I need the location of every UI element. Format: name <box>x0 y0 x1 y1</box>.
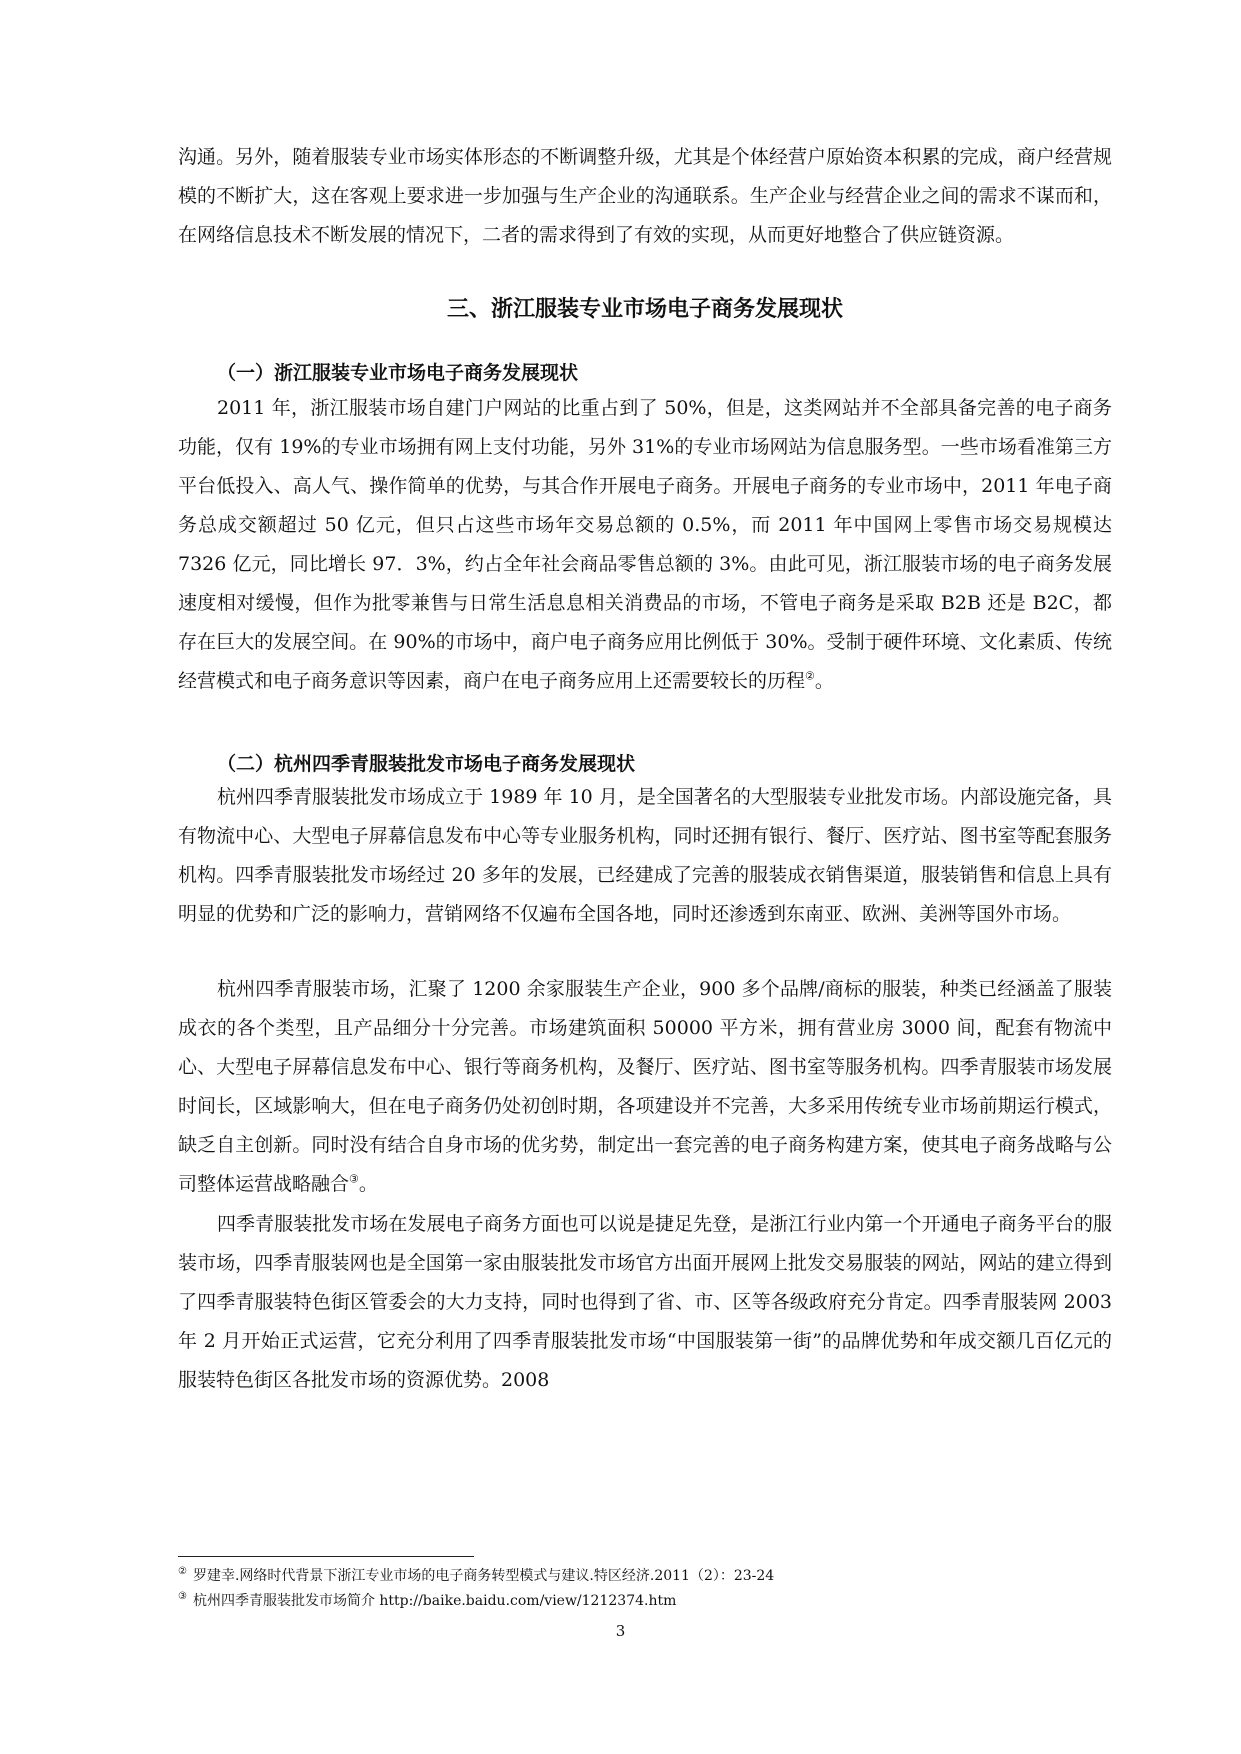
subsection-1-title: （一）浙江服装专业市场电子商务发展现状 <box>217 362 579 384</box>
subsection-2-paragraph-1: 杭州四季青服装批发市场成立于 1989 年 10 月，是全国著名的大型服装专业批发市场。内部设施完备，具有物流中心、大型电子屏幕信息发布中心等专业服务机构，同时还拥有银行、餐厅、医疗站、图书室等配套服务机构。四季青服装批发市场经过 20 多年的发展，已经建成了完善的服装成衣销售渠道，服装销售和信息上具有明显的优势和广泛的影响力，营销网络不仅遍布全国各地，同时还渗透到东南亚、欧洲、美洲等国外市场。 <box>178 786 1112 925</box>
section-title: 三、浙江服装专业市场电子商务发展现状 <box>446 297 843 322</box>
subsection-1-paragraph <box>178 389 1112 701</box>
footnote-3-mark: ③ <box>178 1591 187 1603</box>
subsection-1-text: 2011 年，浙江服装市场自建门户网站的比重占到了 50%，但是，这类网站并不全部具备完善的电子商务功能，仅有 19%的专业市场拥有网上支付功能，另外 31%的专业市场网站为信息服务型。一些市场看准第三方平台低投入、高人气、操作简单的优势，与其合作开展电子商务。开展电子商务的专业市场中，2011 年电子商务总成交额超过 50 亿元，但只占这些市场年交易总额的 0.5%，而 2011 年中国网上零售市场交易规模达 7326 亿元，同比增长 97．3%，约占全年社会商品零售总额的 3%。由此可见，浙江服装市场的电子商务发展速度相对缓慢，但作为批零兼售与日常生活息息相关消费品的市场，不管电子商务是采取 B2B 还是 B2C，都存在巨大的发展空间。在 90%的市场中，商户电子商务应用比例低于 30%。受制于硬件环境、文化素质、传统经营模式和电子商务意识等因素，商户在电子商务应用上还需要较长的历程 <box>178 397 1112 692</box>
subsection-2-title: （二）杭州四季青服装批发市场电子商务发展现状 <box>217 753 636 775</box>
footnote-3 <box>178 1591 676 1611</box>
footnote-2 <box>178 1566 774 1586</box>
footnote-2-mark: ② <box>178 1566 187 1578</box>
subsection-1-tail: 。 <box>814 670 834 692</box>
page-number: 3 <box>615 1622 626 1640</box>
subsection-2-paragraph-2 <box>178 970 1112 1204</box>
footnote-divider <box>178 1556 474 1557</box>
subsection-2-paragraph-3: 四季青服装批发市场在发展电子商务方面也可以说是捷足先登，是浙江行业内第一个开通电子商务平台的服装市场，四季青服装网也是全国第一家由服装批发市场官方出面开展网上批发交易服装的网站，网站的建立得到了四季青服装特色街区管委会的大力支持，同时也得到了省、市、区等各级政府充分肯定。四季青服装网 2003 年 2 月开始正式运营，它充分利用了四季青服装批发市场“中国服装第一街”的品牌优势和年成交额几百亿元的服装特色街区各批发市场的资源优势。2008 <box>178 1213 1112 1391</box>
footnote-2-text: 罗建幸.网络时代背景下浙江专业市场的电子商务转型模式与建议.特区经济.2011（2）：23-24 <box>192 1568 775 1584</box>
subsection-2-paragraph-2-text: 杭州四季青服装市场，汇聚了 1200 余家服装生产企业，900 多个品牌/商标的服装，种类已经涵盖了服装成衣的各个类型，且产品细分十分完善。市场建筑面积 50000 平方米，拥有营业房 3000 间，配套有物流中心、大型电子屏幕信息发布中心、银行等商务机构，及餐厅、医疗站、图书室等服务机构。四季青服装市场发展时间长，区域影响大，但在电子商务仍处初创时期，各项建设并不完善，大多采用传统专业市场前期运行模式，缺乏自主创新。同时没有结合自身市场的优劣势，制定出一套完善的电子商务构建方案，使其电子商务战略与公司整体运营战略融合 <box>178 978 1112 1195</box>
footnote-ref-2: ② <box>805 669 815 683</box>
subsection-2-paragraph-2-tail: 。 <box>358 1173 378 1195</box>
footnote-3-text: 杭州四季青服装批发市场简介 http://baike.baidu.com/view/1212374.htm <box>192 1593 677 1609</box>
footnote-ref-3: ③ <box>349 1172 359 1186</box>
intro-paragraph: 沟通。另外，随着服装专业市场实体形态的不断调整升级，尤其是个体经营户原始资本积累的完成，商户经营规模的不断扩大，这在客观上要求进一步加强与生产企业的沟通联系。生产企业与经营企业之间的需求不谋而和，在网络信息技术不断发展的情况下，二者的需求得到了有效的实现，从而更好地整合了供应链资源。 <box>178 146 1112 246</box>
